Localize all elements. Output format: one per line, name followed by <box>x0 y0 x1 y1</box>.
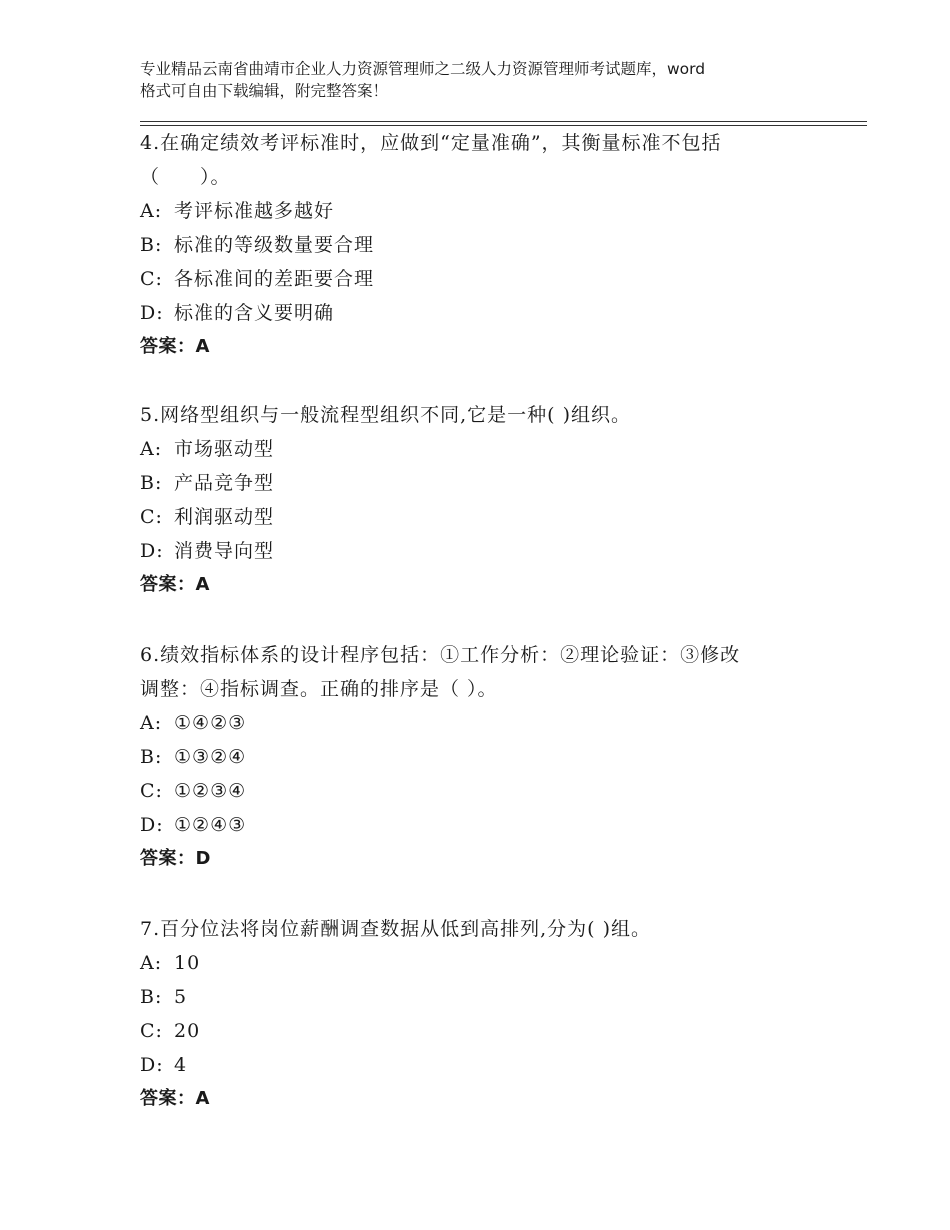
option-letter: D: <box>140 302 164 324</box>
question-text-continued: （ ）。 <box>140 166 231 188</box>
option-d <box>140 808 860 842</box>
question-text: 4.在确定绩效考评标准时，应做到“定量准确”，其衡量标准不包括 <box>140 132 722 154</box>
option-letter: A: <box>140 438 163 460</box>
answer-label: 答案：A <box>140 336 210 357</box>
question-text: 6.绩效指标体系的设计程序包括：①工作分析：②理论验证：③修改 <box>140 644 741 666</box>
option-letter: B: <box>140 986 163 1008</box>
answer-label: 答案：A <box>140 574 210 595</box>
option-c <box>140 1014 860 1048</box>
option-text: 标准的等级数量要合理 <box>174 234 375 256</box>
option-a <box>140 946 860 980</box>
option-c <box>140 262 860 296</box>
question-4 <box>140 126 860 364</box>
option-letter: D: <box>140 814 164 836</box>
option-letter: D: <box>140 1054 164 1076</box>
option-text: ①④②③ <box>174 712 247 734</box>
document-header <box>140 58 840 102</box>
option-a <box>140 706 860 740</box>
option-d <box>140 534 860 568</box>
answer-label: 答案：D <box>140 848 211 869</box>
option-letter: A: <box>140 712 163 734</box>
option-a <box>140 432 860 466</box>
header-line-2: 格式可自由下载编辑，附完整答案！ <box>140 82 389 100</box>
option-letter: D: <box>140 540 164 562</box>
option-letter: C: <box>140 268 163 290</box>
option-c <box>140 500 860 534</box>
option-b <box>140 740 860 774</box>
header-divider <box>140 121 867 122</box>
option-letter: B: <box>140 472 163 494</box>
option-text: 20 <box>174 1020 201 1042</box>
option-letter: A: <box>140 952 163 974</box>
option-text: 利润驱动型 <box>174 506 275 528</box>
option-text: ①②④③ <box>174 814 247 836</box>
option-letter: A: <box>140 200 163 222</box>
option-text: 市场驱动型 <box>174 438 275 460</box>
option-letter: C: <box>140 780 163 802</box>
option-text: 5 <box>174 986 188 1008</box>
answer-label: 答案：A <box>140 1088 210 1109</box>
question-5 <box>140 398 860 602</box>
option-b <box>140 466 860 500</box>
option-text: 产品竞争型 <box>174 472 275 494</box>
question-7 <box>140 912 860 1116</box>
option-d <box>140 1048 860 1082</box>
question-text: 5.网络型组织与一般流程型组织不同,它是一种( )组织。 <box>140 404 632 426</box>
header-line-1: 专业精品云南省曲靖市企业人力资源管理师之二级人力资源管理师考试题库，word <box>140 60 706 78</box>
option-text: ①②③④ <box>174 780 247 802</box>
question-6 <box>140 638 860 876</box>
option-c <box>140 774 860 808</box>
option-text: 考评标准越多越好 <box>174 200 335 222</box>
option-text: ①③②④ <box>174 746 247 768</box>
option-letter: B: <box>140 746 163 768</box>
option-b <box>140 980 860 1014</box>
option-letter: C: <box>140 506 163 528</box>
option-d <box>140 296 860 330</box>
question-text-continued: 调整：④指标调查。正确的排序是（ ）。 <box>140 678 498 700</box>
option-text: 10 <box>174 952 201 974</box>
option-text: 消费导向型 <box>174 540 275 562</box>
option-letter: B: <box>140 234 163 256</box>
option-text: 各标准间的差距要合理 <box>174 268 375 290</box>
option-letter: C: <box>140 1020 163 1042</box>
option-text: 标准的含义要明确 <box>174 302 335 324</box>
question-text: 7.百分位法将岗位薪酬调查数据从低到高排列,分为( )组。 <box>140 918 652 940</box>
option-a <box>140 194 860 228</box>
option-b <box>140 228 860 262</box>
option-text: 4 <box>174 1054 188 1076</box>
